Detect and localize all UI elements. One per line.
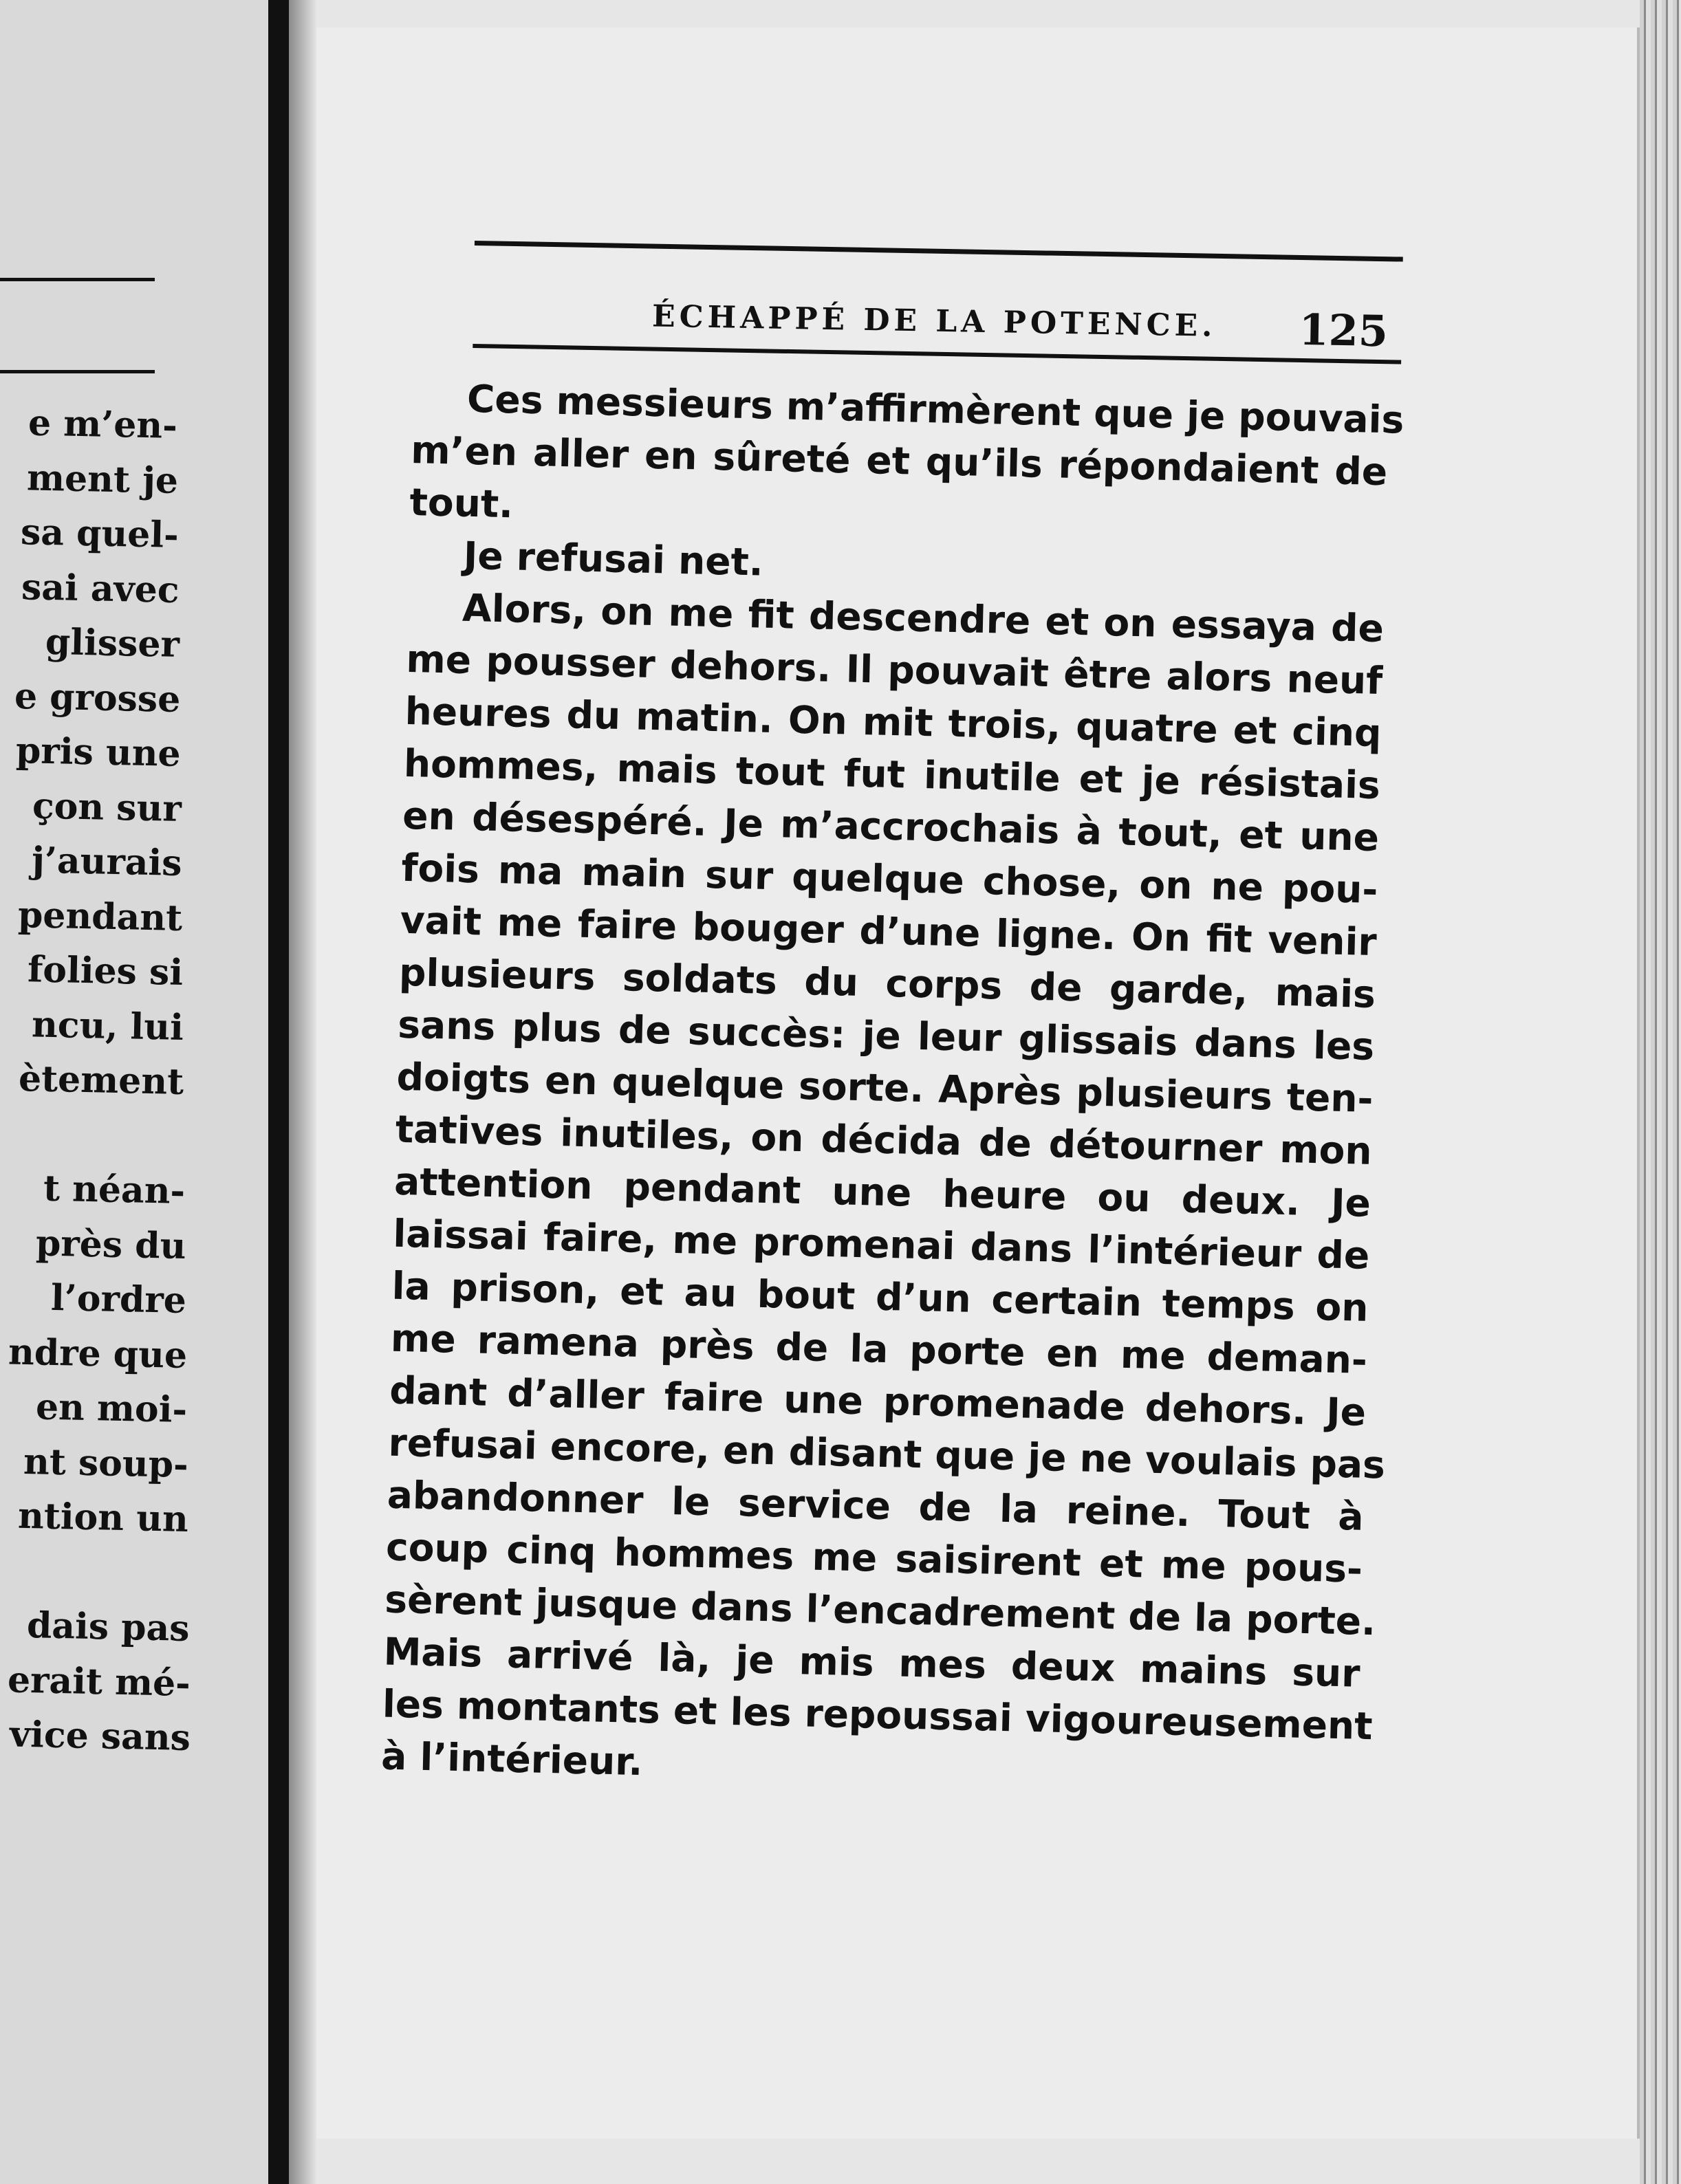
left-page-line: sai avec [21,565,180,611]
left-page-line: ndre que [8,1331,188,1377]
body-line: sèrent jusque dans l’encadrement de la porte. [384,1577,1376,1644]
left-page-line: pris une [15,729,182,775]
body-line: coup cinq hommes me saisirent et me pous- [385,1525,1363,1591]
body-line: à l’intérieur. [380,1734,644,1784]
book-gutter [268,0,289,2184]
left-page-line: çon sur [32,784,182,830]
body-line: tout. [409,479,514,527]
body-line: laissai faire, me promenai dans l’intérieur de [392,1211,1370,1278]
left-page-line: e grosse [14,675,181,721]
body-line: les montants et les repoussai vigoureusement [382,1681,1374,1749]
body-line: hommes, mais tout fut inutile et je résistais [403,741,1381,808]
body-line: fois ma main sur quelque chose, on ne pou- [400,845,1378,913]
left-page-line: erait mé- [7,1658,191,1705]
page-edge [1640,0,1681,2184]
left-page-line: j’aurais [31,839,183,884]
body-line: me pousser dehors. Il pouvait être alors neuf [405,636,1383,703]
body-line: doigts en quelque sorte. Après plusieurs ten- [395,1054,1374,1121]
body-text [380,371,1405,1804]
left-page-line: vice sans [9,1713,191,1759]
left-page-line: ètement [18,1057,185,1103]
body-line: sans plus de succès: je leur glissais dans les [397,1002,1375,1069]
header-rule-bottom [473,344,1401,364]
body-line: Mais arrivé là, je mis mes deux mains sur [383,1629,1361,1696]
left-page-line: l’ordre [50,1276,187,1322]
body-line: tatives inutiles, on décida de détourner mon [395,1106,1373,1173]
left-page-line: t néan- [43,1167,186,1212]
left-page-rule-top [0,278,155,281]
left-page-line: folies si [27,948,184,994]
body-line: vait me faire bouger d’une ligne. On fit venir [400,897,1378,965]
body-line: plusieurs soldats du corps de garde, mais [398,950,1376,1016]
body-line: Je refusai net. [463,533,764,585]
left-page-line: ment je [26,456,179,502]
body-line: Alors, on me fit descendre et on essaya de [462,585,1385,651]
body-line: en désespéré. Je m’accrochais à tout, et une [402,793,1380,860]
left-page-line: sa quel- [20,511,180,556]
left-page-line: dais pas [26,1604,191,1650]
body-line: refusai encore, en disant que je ne voulais pas [387,1420,1386,1487]
body-line: abandonner le service de la reine. Tout à [387,1472,1365,1539]
left-page-line: nt soup- [22,1440,188,1486]
page-number: 125 [1298,304,1389,357]
body-line: attention pendant une heure ou deux. Je [393,1159,1371,1225]
left-page-line: en moi- [35,1386,188,1431]
body-line: m’en aller en sûreté et qu’ils répondaient de [410,427,1388,494]
left-page-line: ntion un [17,1494,189,1540]
body-line: me ramena près de la porte en me deman- [390,1315,1368,1382]
left-page-line: ncu, lui [31,1003,184,1049]
left-page-line: pendant [17,893,183,939]
running-title: ÉCHAPPÉ DE LA POTENCE. [651,298,1217,344]
left-page [0,0,281,2184]
left-page-line: près du [35,1221,186,1267]
gutter-shadow [289,0,316,2184]
running-header [473,241,1403,395]
left-page-line: e m’en- [28,402,178,447]
body-line: dant d’aller faire une promenade dehors. Je [389,1368,1367,1434]
body-line: la prison, et au bout d’un certain temps on [391,1263,1369,1330]
body-line: heures du matin. On mit trois, quatre et cinq [404,688,1382,756]
left-page-line: glisser [45,620,180,666]
left-page-rule-bottom [0,370,155,373]
body-line: Ces messieurs m’affirmèrent que je pouvais [466,376,1405,442]
